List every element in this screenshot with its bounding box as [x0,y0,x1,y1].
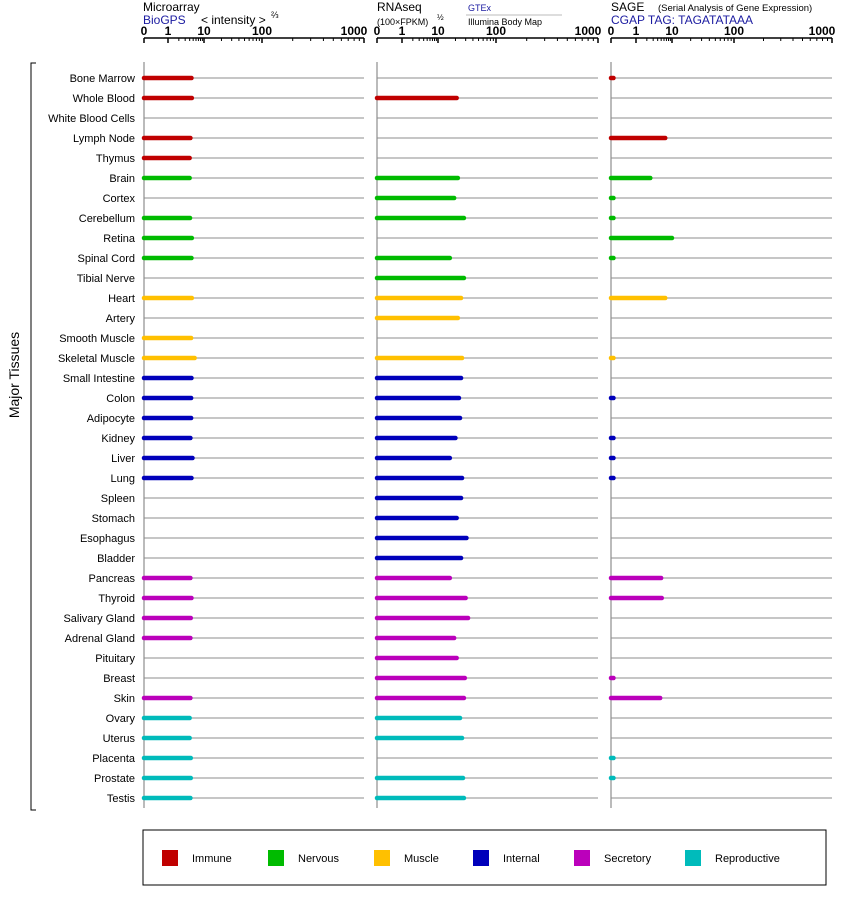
microarray-title: Microarray [143,0,200,14]
category-label: White Blood Cells [48,113,135,125]
rnaseq-unit-exp: ½ [437,13,444,22]
microarray-unit-exp: ⅔ [271,10,279,20]
category-label: Smooth Muscle [59,333,135,345]
legend-swatch-internal [473,850,489,866]
category-label: Adrenal Gland [64,633,135,645]
category-label: Lymph Node [73,133,135,145]
category-label: Spinal Cord [77,253,135,265]
category-label: Skin [113,693,135,705]
x-tick-label: 0 [140,24,148,38]
panel-microarray [141,24,368,808]
rnaseq-source-gtex: GTEx [468,3,492,13]
y-axis-title: Major Tissues [6,331,22,419]
x-tick-label: 1000 [340,24,368,38]
category-label: Cortex [102,193,135,205]
category-label: Thyroid [98,593,135,605]
legend-swatch-muscle [374,850,390,866]
category-label: Spleen [100,493,135,505]
panel-rnaseq [374,24,602,808]
category-label: Liver [111,453,135,465]
category-label: Breast [103,673,135,685]
x-tick-label: 0 [373,24,381,38]
category-label: Testis [106,793,135,805]
x-tick-label: 100 [723,24,745,38]
category-label: Heart [108,293,135,305]
legend-swatch-reproductive [685,850,701,866]
category-label: Tibial Nerve [76,273,135,285]
legend-label-muscle: Muscle [404,853,439,865]
legend-label-reproductive: Reproductive [715,853,780,865]
x-tick-label: 100 [485,24,507,38]
x-tick-label: 1 [398,24,406,38]
legend-label-immune: Immune [192,853,232,865]
category-label: Whole Blood [72,93,135,105]
legend-swatch-secretory [574,850,590,866]
legend-swatch-immune [162,850,178,866]
category-label: Retina [103,233,135,245]
category-label: Kidney [101,433,135,445]
x-tick-label: 1000 [574,24,602,38]
x-tick-label: 100 [251,24,273,38]
x-tick-label: 0 [607,24,615,38]
category-label: Pancreas [88,573,135,585]
category-label: Skeletal Muscle [57,353,135,365]
category-label: Stomach [91,513,135,525]
sage-tag: CGAP TAG: TAGATATAAA [611,13,754,27]
x-tick-label: 1 [632,24,640,38]
category-label: Ovary [105,713,135,725]
legend-swatch-nervous [268,850,284,866]
microarray-source: BioGPS [143,13,186,27]
category-label: Cerebellum [78,213,135,225]
category-label: Placenta [92,753,135,765]
category-label: Uterus [102,733,135,745]
rnaseq-title: RNAseq [377,0,422,14]
rnaseq-source-ibm: Illumina Body Map [468,17,543,27]
category-label: Bone Marrow [69,73,135,85]
panel-sage [608,24,836,808]
category-label: Esophagus [79,533,135,545]
category-label: Lung [110,473,135,485]
category-label: Artery [105,313,135,325]
microarray-unit-label: < intensity > [201,13,266,27]
category-label: Prostate [94,773,135,785]
category-label: Small Intestine [62,373,135,385]
x-tick-label: 1 [164,24,172,38]
sage-title: SAGE [611,0,645,14]
category-label: Bladder [97,553,135,565]
category-label: Brain [109,173,135,185]
rnaseq-unit-label: (100×FPKM) [377,17,429,27]
category-label: Pituitary [95,653,135,665]
legend-label-nervous: Nervous [298,853,339,865]
legend-label-secretory: Secretory [604,853,652,865]
x-tick-label: 10 [197,24,211,38]
x-tick-label: 10 [431,24,445,38]
y-axis-bracket [31,63,36,810]
category-label: Salivary Gland [63,613,135,625]
x-tick-label: 10 [665,24,679,38]
x-tick-label: 1000 [808,24,836,38]
legend-label-internal: Internal [503,853,540,865]
sage-subtitle: (Serial Analysis of Gene Expression) [658,3,813,14]
category-label: Colon [106,393,135,405]
category-label: Adipocyte [86,413,135,425]
category-label: Thymus [95,153,135,165]
